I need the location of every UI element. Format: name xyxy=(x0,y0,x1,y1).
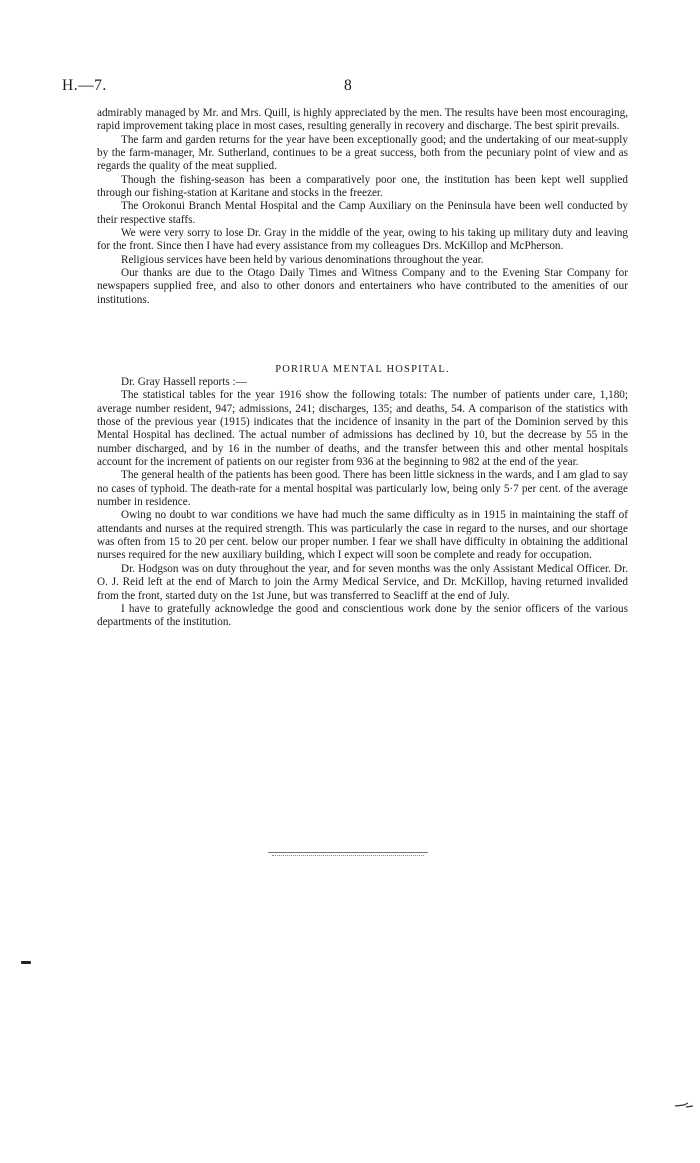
report-continuation xyxy=(97,107,628,307)
document-reference: H.—7. xyxy=(62,77,107,94)
paragraph: Though the fishing-season has been a comparatively poor one, the institution has been kept well supplied through our fishing-station at Karitane and stocks in the freezer. xyxy=(97,173,628,200)
report-intro: Dr. Gray Hassell reports :— xyxy=(121,376,247,388)
paragraph: Religious services have been held by various denominations throughout the year. xyxy=(121,253,484,266)
page-number: 8 xyxy=(344,77,352,94)
paragraph: Our thanks are due to the Otago Daily Times and Witness Company and to the Evening Star Company for newspapers supplied free, and also to other donors and entertainers who have contributed to the amenities of our institutions. xyxy=(97,267,628,306)
paragraph: The Orokonui Branch Mental Hospital and the Camp Auxiliary on the Peninsula have been well conducted by their respective staffs. xyxy=(97,200,628,226)
section-heading: PORIRUA MENTAL HOSPITAL. xyxy=(275,364,450,375)
section-divider xyxy=(268,852,428,853)
scan-mark xyxy=(21,961,31,964)
porirua-report xyxy=(97,376,628,630)
paragraph: Owing no doubt to war conditions we have had much the same difficulty as in 1915 in maintaining the staff of attendants and nurses at the required strength. This was particularly the case in regard to the nurses, and our shortage was often from 15 to 20 per cent. below our proper number. I fear we shall have difficulty in obtaining the additional nurses required for the new auxiliary building, which I expect will soon be complete and ready for occupation. xyxy=(97,509,628,562)
scan-mark-corner xyxy=(674,1101,694,1109)
paragraph: Dr. Hodgson was on duty throughout the year, and for seven months was the only Assistant Medical Officer. Dr. O. J. Reid left at the end of March to join the Army Medical Service, and Dr. McKillop, having returned invalided from the front, started duty on the 1st June, but was transferred to Seacliff at the end of July. xyxy=(97,562,628,602)
paragraph: The farm and garden returns for the year have been exceptionally good; and the undertaking of our meat-supply by the farm-manager, Mr. Sutherland, continues to be a great success, both from the pecuniary point of view and as regards the quality of the meat supplied. xyxy=(97,133,628,173)
section-divider-dotted xyxy=(272,855,424,856)
paragraph: The statistical tables for the year 1916 show the following totals: The number of patients under care, 1,180; average number resident, 947; admissions, 241; discharges, 135; and deaths, 54. A comparison of the statistics with those of the previous year (1915) indicates that the incidence of insanity in the part of the Dominion served by this Mental Hospital has declined. The actual number of admissions has declined by 10, but the decrease by 55 in the number discharged, and by 16 in the number of deaths, and the transfer between this and other mental hospitals account for the increment of patients on our register from 936 at the beginning to 982 at the end of the year. xyxy=(97,389,628,469)
paragraph: admirably managed by Mr. and Mrs. Quill, is highly appreciated by the men. The results have been most encouraging, rapid improvement taking place in most cases, resulting generally in recovery and discharge. The best spirit prevails. xyxy=(97,107,628,133)
paragraph: I have to gratefully acknowledge the good and conscientious work done by the senior officers of the various departments of the institution. xyxy=(97,602,628,629)
page-header xyxy=(62,77,638,97)
paragraph: The general health of the patients has been good. There has been little sickness in the wards, and I am glad to say no cases of typhoid. The death-rate for a mental hospital was particularly low, being only 5·7 per cent. of the average number in residence. xyxy=(97,469,628,509)
paragraph: We were very sorry to lose Dr. Gray in the middle of the year, owing to his taking up military duty and leaving for the front. Since then I have had every assistance from my colleagues Drs. McKillop and McPherson. xyxy=(97,227,628,253)
